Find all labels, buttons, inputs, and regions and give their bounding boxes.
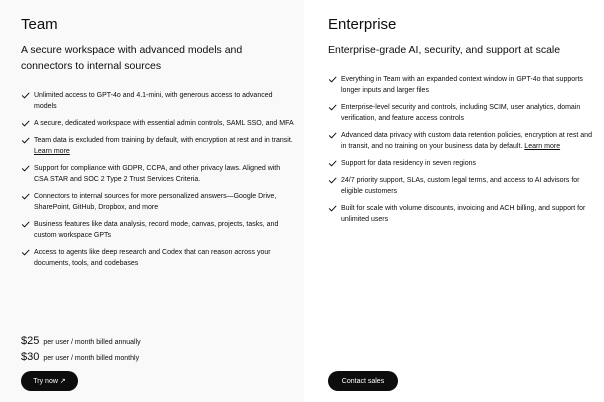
feature-text: Unlimited access to GPT-4o and 4.1-mini, with generous access to advanced models (34, 92, 273, 110)
enterprise-plan-subtitle: Enterprise-grade AI, security, and support at scale (328, 44, 561, 56)
learn-more-link[interactable]: Learn more (524, 143, 561, 150)
annual-price-row (21, 335, 141, 351)
feature-text: Team data is excluded from training by default, with encryption at rest and in transit. (34, 137, 293, 144)
feature-item (328, 203, 594, 225)
feature-item (328, 74, 594, 96)
feature-item (328, 175, 594, 197)
try-now-button[interactable]: Try now ↗ (21, 371, 78, 391)
feature-item (21, 163, 294, 185)
feature-text: Enterprise-level security and controls, including SCIM, user analytics, domain verification, and feature access controls (341, 104, 581, 122)
feature-text: Built for scale with volume discounts, invoicing and ACH billing, and support for unlimited users (341, 205, 586, 223)
feature-item (328, 130, 594, 152)
feature-text: Access to agents like deep research and Codex that can reason across your documents, tools, and codebases (34, 249, 271, 267)
feature-item (21, 135, 294, 157)
checkmark-icon (328, 75, 337, 84)
feature-text: Support for compliance with GDPR, CCPA, and other privacy laws. Aligned with CSA STAR and SOC 2 Type 2 Trust Services Criteria. (34, 165, 281, 183)
feature-item (328, 102, 594, 124)
monthly-price-amount: $30 (21, 351, 40, 363)
feature-text: Everything in Team with an expanded context window in GPT-4o that supports longer inputs and larger files (341, 76, 583, 94)
checkmark-icon (21, 164, 30, 173)
contact-sales-button[interactable]: Contact sales (328, 371, 398, 391)
checkmark-icon (21, 220, 30, 229)
checkmark-icon (328, 159, 337, 168)
monthly-price-row (21, 351, 141, 367)
checkmark-icon (328, 204, 337, 213)
monthly-price-note: per user / month billed monthly (43, 355, 140, 362)
feature-text: Advanced data privacy with custom data retention policies, encryption at rest and in transit, and no training on your business data by default. (341, 132, 592, 150)
feature-text: Support for data residency in seven regions (341, 160, 477, 167)
enterprise-feature-list (328, 74, 594, 225)
feature-item (21, 247, 294, 269)
learn-more-link[interactable]: Learn more (34, 148, 70, 155)
checkmark-icon (21, 192, 30, 201)
feature-item (21, 118, 294, 129)
feature-text: Connectors to internal sources for more personalized answers—Google Drive, SharePoint, GitHub, Dropbox, and more (34, 193, 277, 211)
team-price-block (21, 335, 141, 367)
feature-item (21, 90, 294, 112)
checkmark-icon (21, 119, 30, 128)
feature-item (328, 158, 594, 169)
feature-text: 24/7 priority support, SLAs, custom legal terms, and access to AI advisors for eligible customers (341, 177, 580, 195)
feature-item (21, 219, 294, 241)
checkmark-icon (328, 131, 337, 140)
checkmark-icon (328, 176, 337, 185)
checkmark-icon (21, 136, 30, 145)
checkmark-icon (21, 248, 30, 257)
enterprise-plan-card (304, 0, 604, 402)
annual-price-note: per user / month billed annually (43, 339, 141, 346)
checkmark-icon (21, 91, 30, 100)
feature-text: A secure, dedicated workspace with essential admin controls, SAML SSO, and MFA (34, 120, 294, 127)
checkmark-icon (328, 103, 337, 112)
team-feature-list (21, 90, 294, 269)
feature-text: Business features like data analysis, record mode, canvas, projects, tasks, and custom workspace GPTs (34, 221, 279, 239)
team-plan-subtitle: A secure workspace with advanced models and connectors to internal sources (21, 44, 243, 72)
enterprise-plan-title: Enterprise (328, 16, 397, 33)
feature-item (21, 191, 294, 213)
annual-price-amount: $25 (21, 335, 40, 347)
team-plan-title: Team (21, 16, 58, 33)
